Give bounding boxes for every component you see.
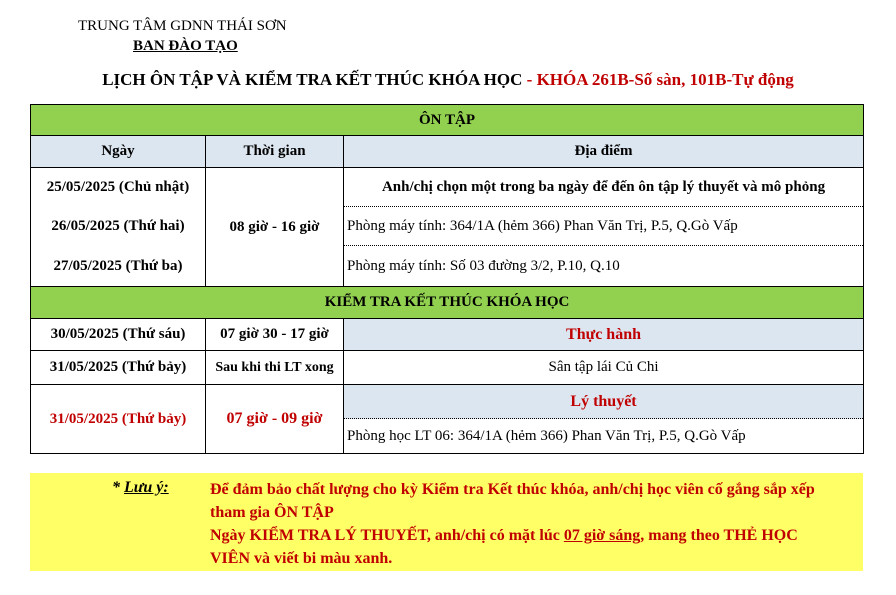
page-title xyxy=(0,70,896,90)
theory-cell xyxy=(344,385,864,454)
review-location-2: Phòng máy tính: Số 03 đường 3/2, P.10, Q.10 xyxy=(344,245,863,287)
table-row xyxy=(31,136,864,168)
review-section-header: ÔN TẬP xyxy=(31,105,864,136)
review-locations-cell xyxy=(344,168,864,287)
note-line-2c: , mang theo THẺ HỌC VIÊN và viết bi màu xanh. xyxy=(210,527,798,567)
practice-date-2: 31/05/2025 (Thứ bảy) xyxy=(31,351,206,385)
review-instruction: Anh/chị chọn một trong ba ngày để đến ôn tập lý thuyết và mô phỏng xyxy=(381,179,826,195)
review-location-1: Phòng máy tính: 364/1A (hẻm 366) Phan Văn Trị, P.5, Q.Gò Vấp xyxy=(344,206,863,245)
org-name: TRUNG TÂM GDNN THÁI SƠN xyxy=(78,18,287,34)
note-line-2a: Ngày KIỂM TRA LÝ THUYẾT, anh/chị có mặt lúc xyxy=(210,527,564,544)
note-time-highlight: 07 giờ sáng xyxy=(563,527,641,544)
col-header-location: Địa điểm xyxy=(344,136,864,168)
note-star: * xyxy=(112,479,124,496)
note-box xyxy=(30,473,863,571)
table-row xyxy=(31,287,864,319)
review-dates-cell xyxy=(31,168,206,287)
exam-section-header: KIỂM TRA KẾT THÚC KHÓA HỌC xyxy=(31,287,864,319)
title-main: LỊCH ÔN TẬP VÀ KIỂM TRA KẾT THÚC KHÓA HỌC xyxy=(102,70,523,89)
review-date-3: 27/05/2025 (Thứ ba) xyxy=(53,257,183,274)
practice-time-2: Sau khi thi LT xong xyxy=(206,351,344,385)
theory-time: 07 giờ - 09 giờ xyxy=(206,385,344,454)
table-row xyxy=(31,319,864,351)
col-header-date: Ngày xyxy=(31,136,206,168)
practice-label: Thực hành xyxy=(344,319,864,351)
col-header-time: Thời gian xyxy=(206,136,344,168)
table-row xyxy=(31,168,864,287)
review-date-1: 25/05/2025 (Chủ nhật) xyxy=(46,179,190,196)
title-separator: - xyxy=(522,70,537,89)
schedule-table xyxy=(30,104,864,454)
review-time: 08 giờ - 16 giờ xyxy=(206,168,344,287)
note-label-text: Lưu ý: xyxy=(124,479,169,496)
dept-name: BAN ĐÀO TẠO xyxy=(133,38,238,54)
title-course: KHÓA 261B-Số sàn, 101B-Tự động xyxy=(536,70,794,89)
table-row xyxy=(31,351,864,385)
note-label xyxy=(112,479,169,497)
review-date-2: 26/05/2025 (Thứ hai) xyxy=(51,218,185,235)
table-row xyxy=(31,385,864,454)
table-row xyxy=(31,105,864,136)
theory-label: Lý thuyết xyxy=(344,385,863,419)
theory-date: 31/05/2025 (Thứ bảy) xyxy=(31,385,206,454)
practice-location: Sân tập lái Củ Chi xyxy=(344,351,864,385)
note-line-1: Để đảm bảo chất lượng cho kỳ Kiểm tra Kết thúc khóa, anh/chị học viên cố gắng sắp xếp tham gia ÔN TẬP xyxy=(210,481,815,521)
practice-time: 07 giờ 30 - 17 giờ xyxy=(206,319,344,351)
note-line-2 xyxy=(210,524,840,570)
note-text xyxy=(210,478,840,570)
practice-date: 30/05/2025 (Thứ sáu) xyxy=(31,319,206,351)
theory-location: Phòng học LT 06: 364/1A (hẻm 366) Phan Văn Trị, P.5, Q.Gò Vấp xyxy=(347,428,746,444)
